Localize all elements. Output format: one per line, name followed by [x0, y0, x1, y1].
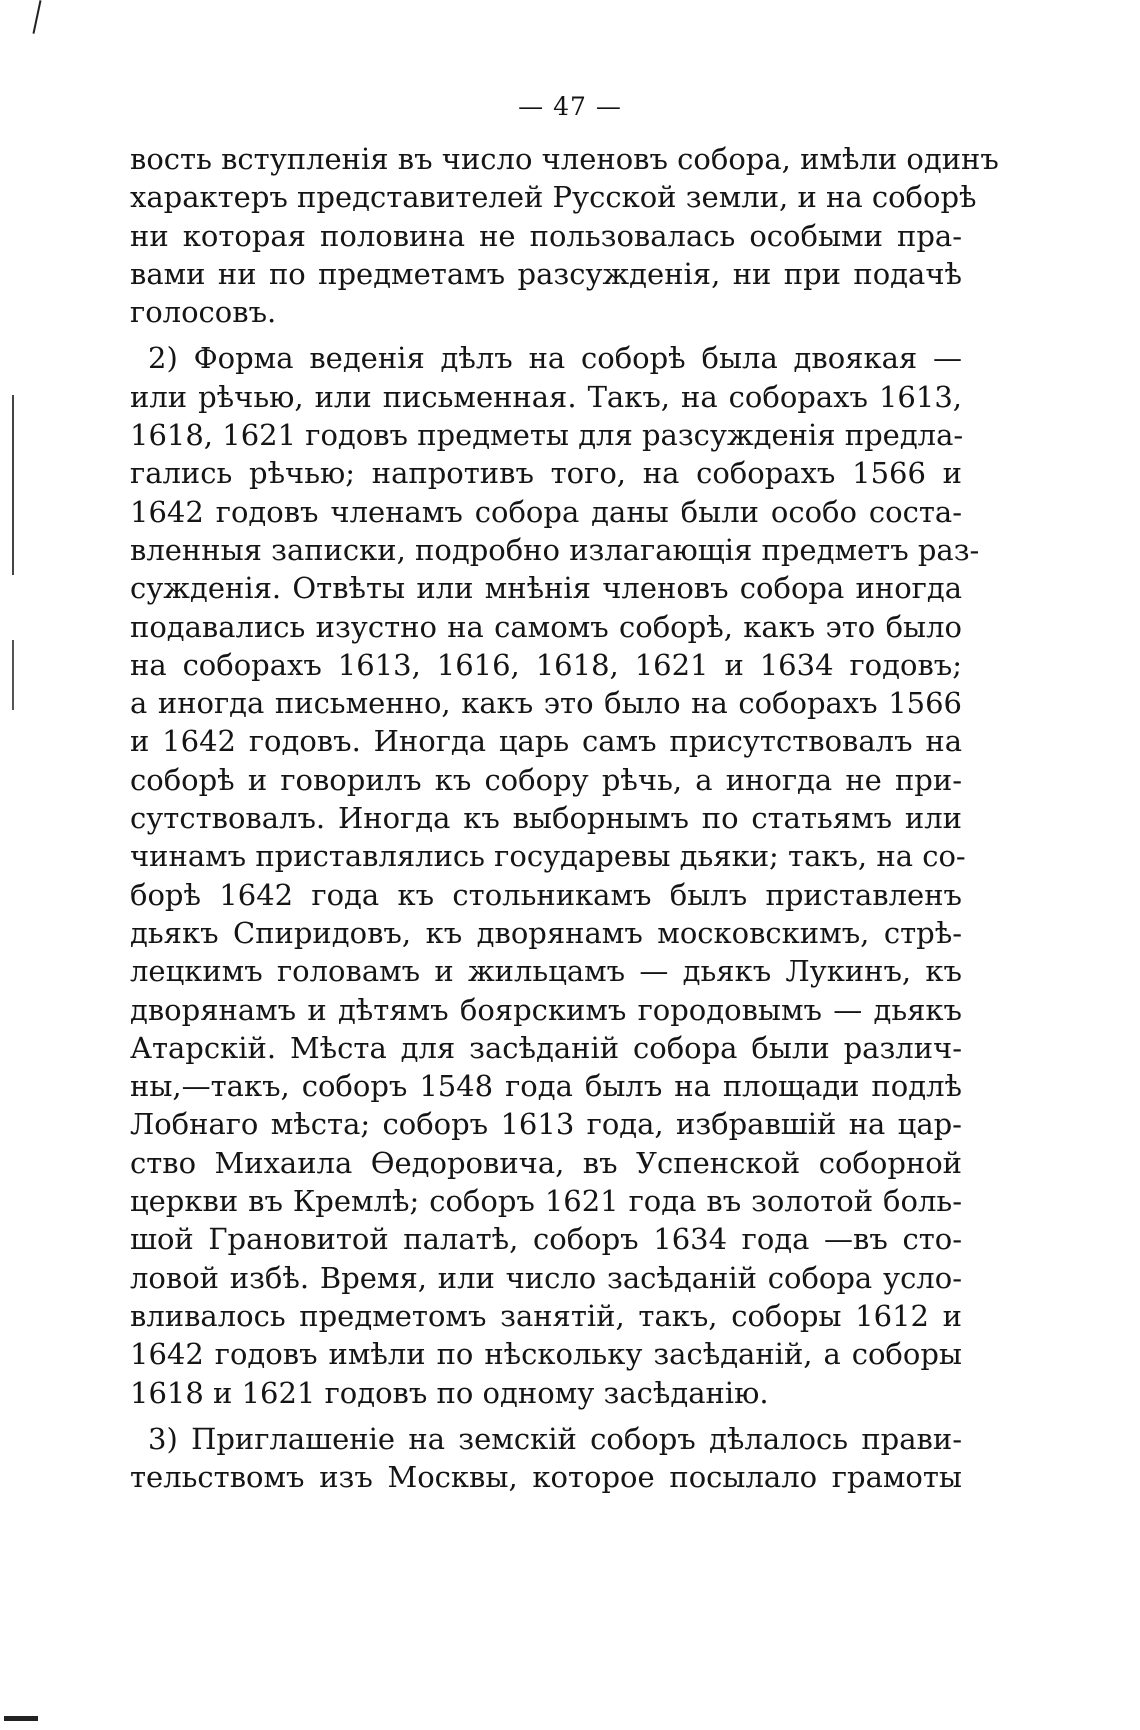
- text-line: вами ни по предметамъ разсужденія, ни при подачѣ: [130, 256, 962, 291]
- text-line: голосовъ.: [130, 295, 277, 330]
- text-line: 2) Форма веденія дѣлъ на соборѣ была двоякая —: [148, 341, 962, 376]
- text-line: Атарскій. Мѣста для засѣданій собора были различ-: [130, 1030, 962, 1065]
- text-line: дьякъ Спиридовъ, къ дворянамъ московскимъ, стрѣ-: [130, 915, 962, 950]
- text-line: 1618 и 1621 годовъ по одному засѣданію.: [130, 1375, 769, 1410]
- paragraph: [130, 339, 980, 1411]
- text-line: ны,—такъ, соборъ 1548 года былъ на площади подлѣ: [130, 1069, 962, 1104]
- margin-mark-left-2: [12, 640, 14, 710]
- text-line: вливалось предметомъ занятій, такъ, соборы 1612 и: [130, 1298, 962, 1333]
- text-line: тельствомъ изъ Москвы, которое посылало грамоты: [130, 1460, 962, 1495]
- text-line: гались рѣчью; напротивъ того, на соборахъ 1566 и: [130, 456, 962, 491]
- text-line: ни которая половина не пользовалась особыми пра-: [130, 218, 962, 253]
- text-line: Лобнаго мѣста; соборъ 1613 года, избравшій на цар-: [130, 1107, 962, 1142]
- text-line: 3) Приглашеніе на земскій соборъ дѣлалось прави-: [148, 1421, 962, 1456]
- margin-mark-top: [32, 0, 41, 34]
- text-line: 1642 годовъ имѣли по нѣскольку засѣданій, а соборы: [130, 1337, 962, 1372]
- text-line: ловой избѣ. Время, или число засѣданій собора усло-: [130, 1260, 962, 1295]
- text-line: сужденія. Отвѣты или мнѣнія членовъ собора иногда: [130, 571, 962, 606]
- paragraph: [130, 140, 999, 331]
- body-text: [130, 140, 999, 1496]
- text-line: шой Грановитой палатѣ, соборъ 1634 года —въ сто-: [130, 1222, 962, 1257]
- text-line: дворянамъ и дѣтямъ боярскимъ городовымъ — дьякъ: [130, 992, 962, 1027]
- text-line: церкви въ Кремлѣ; соборъ 1621 года въ золотой боль-: [130, 1184, 962, 1219]
- text-line: на соборахъ 1613, 1616, 1618, 1621 и 1634 годовъ;: [130, 647, 962, 682]
- text-line: и 1642 годовъ. Иногда царь самъ присутствовалъ на: [130, 724, 962, 759]
- text-line: вость вступленія въ число членовъ собора, имѣли одинъ: [130, 142, 999, 176]
- text-line: характеръ представителей Русской земли, и на соборѣ: [130, 180, 977, 215]
- text-line: или рѣчью, или письменная. Такъ, на соборахъ 1613,: [130, 379, 962, 414]
- text-line: 1642 годовъ членамъ собора даны были особо соста-: [130, 494, 962, 529]
- text-line: чинамъ приставлялись государевы дьяки; такъ, на со-: [130, 839, 966, 874]
- text-line: 1618, 1621 годовъ предметы для разсужденія предла-: [130, 418, 964, 453]
- text-line: вленныя записки, подробно излагающія предметъ раз-: [130, 532, 980, 567]
- margin-mark-bottom: [4, 1716, 38, 1721]
- text-line: борѣ 1642 года къ стольникамъ былъ приставленъ: [130, 877, 962, 912]
- text-line: соборѣ и говорилъ къ собору рѣчь, а иногда не при-: [130, 762, 962, 797]
- text-line: подавались изустно на самомъ соборѣ, какъ это было: [130, 609, 962, 644]
- paragraph: [130, 1420, 962, 1497]
- text-line: ство Михаила Ѳедоровича, въ Успенской соборной: [130, 1145, 962, 1180]
- text-line: а иногда письменно, какъ это было на соборахъ 1566: [130, 686, 962, 721]
- margin-mark-left-1: [12, 395, 14, 575]
- page-number: — 47 —: [518, 92, 622, 121]
- text-line: сутствовалъ. Иногда къ выборнымъ по статьямъ или: [130, 801, 962, 836]
- text-line: лецкимъ головамъ и жильцамъ — дьякъ Лукинъ, къ: [130, 954, 962, 989]
